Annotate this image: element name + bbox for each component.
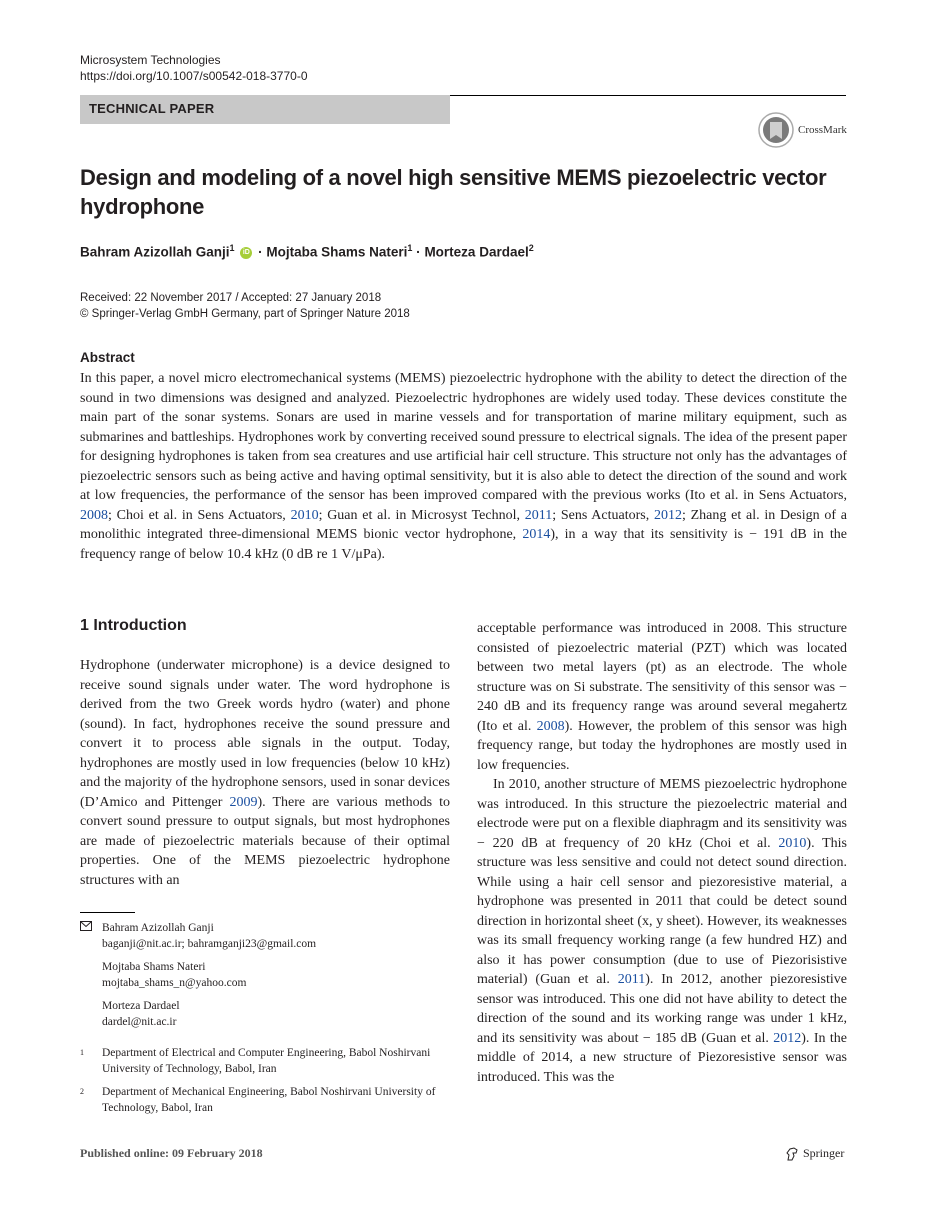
- author-name: Mojtaba Shams Nateri: [102, 961, 206, 973]
- abstract-text: In this paper, a novel micro electromechanical systems (MEMS) piezoelectric hydrophone with the ability to detect the direction of the sound in two dimensions was designed and analyzed. Piezoelectric hydrophones are widely used today. These devices constitute the main part of the sonar systems. Sonars are used in marine vessels and for transportation of marine military equipment, such as submarines and battleships. Hydrophones work by converting received sound pressure to electrical signals. The idea of the present paper for designing hydrophones is taken from sea creatures and use artificial hair cell structure. This structure not only has the advantages of piezoelectric sensors such as being active and having optimal sensitivity, but it is also able to detect the direction of the sound and work at low frequencies, the performance of the sensor has been improved compared with the previous works (Ito et al. in Sens Actuators,: [80, 371, 847, 503]
- affiliation-mark: 1: [80, 1048, 84, 1057]
- author-name: Bahram Azizollah Ganji: [102, 922, 214, 934]
- author-affil: 2: [528, 243, 534, 253]
- citation-link[interactable]: 2010: [778, 835, 807, 851]
- affiliation-mark: 2: [80, 1087, 84, 1096]
- paragraph: [477, 619, 847, 775]
- affiliation-text: Department of Electrical and Computer Engineering, Babol Noshirvani University of Technology, Babol, Iran: [102, 1047, 431, 1075]
- header-rule: [450, 95, 846, 96]
- column-left: [80, 656, 450, 890]
- citation-link[interactable]: 2008: [536, 718, 565, 734]
- crossmark-label: CrossMark: [798, 124, 847, 136]
- author-separator: ·: [416, 244, 421, 260]
- springer-horse-icon: [785, 1147, 799, 1161]
- abstract-text: ; Guan et al. in Microsyst Technol,: [318, 507, 525, 523]
- author-email[interactable]: mojtaba_shams_n@yahoo.com: [102, 977, 247, 989]
- body-text: Hydrophone (underwater microphone) is a device designed to receive sound signals under water. The word hydrophone is derived from the two Greek words hydro (water) and phone (sound). In fact, hydrophones receive the sound pressure and convert it to process able signals in the output. Today, hydrophones are mostly used in low frequencies (below 10 kHz) and the majority of the hydrophone sensors, used in sonar devices (D’Amico and Pittenger: [80, 658, 450, 810]
- crossmark-badge[interactable]: [758, 112, 847, 148]
- citation-link[interactable]: 2011: [524, 507, 553, 523]
- corresponding-author: [80, 920, 450, 952]
- author-list: [80, 243, 534, 260]
- citation-link[interactable]: 2009: [229, 794, 258, 810]
- author-name[interactable]: Mojtaba Shams Nateri: [266, 244, 408, 260]
- received-accepted: Received: 22 November 2017 / Accepted: 27 January 2018: [80, 292, 382, 304]
- crossmark-icon: [758, 112, 794, 148]
- column-right: [477, 619, 847, 1087]
- abstract-text: ; Choi et al. in Sens Actuators,: [108, 507, 291, 523]
- author-email[interactable]: baganji@nit.ac.ir; bahramganji23@gmail.com: [102, 938, 317, 950]
- article-type-label: TECHNICAL PAPER: [89, 101, 215, 116]
- citation-link[interactable]: 2012: [653, 507, 682, 523]
- journal-name: Microsystem Technologies: [80, 53, 221, 67]
- abstract-text: ), in a way that its sensitivity is − 191 dB in the frequency range of below 10.4 kHz (0 dB re 1 V/μPa).: [80, 527, 848, 562]
- doi-link[interactable]: https://doi.org/10.1007/s00542-018-3770-0: [80, 69, 308, 83]
- coauthor-contact: [80, 959, 450, 991]
- abstract-text: ; Zhang et al. in Design of a monolithic integrated three-dimensional MEMS bionic vector hydrophone,: [80, 507, 848, 542]
- section-heading: 1 Introduction: [80, 617, 187, 634]
- footnote-rule: [80, 912, 135, 913]
- abstract-text: ; Sens Actuators,: [552, 507, 654, 523]
- coauthor-contact: [80, 998, 450, 1030]
- publisher-logo: [785, 1146, 844, 1161]
- affiliation: [80, 1045, 450, 1077]
- paragraph: [477, 775, 847, 1087]
- body-text: ). In the middle of 2014, a new structure of Piezoresistive sensor was introduced. This was the: [477, 1030, 847, 1085]
- article-dates: [80, 290, 410, 322]
- body-text: ). There are various methods to convert sound pressure to output signals, but most hydrophones are made of piezoelectric materials because of their optimal properties. One of the MEMS piezoelectric hydrophone structures with an: [80, 794, 451, 888]
- citation-link[interactable]: 2010: [290, 507, 319, 523]
- author-affil: 1: [407, 243, 413, 253]
- orcid-icon[interactable]: iD: [240, 247, 252, 259]
- author-affil: 1: [229, 243, 235, 253]
- copyright: © Springer-Verlag GmbH Germany, part of Springer Nature 2018: [80, 308, 410, 320]
- affiliation-text: Department of Mechanical Engineering, Babol Noshirvani University of Technology, Babol, Iran: [102, 1086, 436, 1114]
- affiliation: [80, 1084, 450, 1116]
- body-text: ). In 2012, another piezoresistive sensor was introduced. This one did not have ability to detect the direction of the sound and its working range was under 1 kHz, and its sensitivity was about − 185 dB (Guan et al.: [477, 972, 848, 1046]
- abstract-body: [80, 369, 847, 564]
- published-date: Published online: 09 February 2018: [80, 1146, 263, 1160]
- author-name: Morteza Dardael: [102, 1000, 180, 1012]
- abstract-heading: Abstract: [80, 350, 135, 365]
- author-name[interactable]: Morteza Dardael: [424, 244, 529, 260]
- citation-link[interactable]: 2014: [522, 527, 551, 542]
- paragraph: [80, 656, 450, 890]
- citation-link[interactable]: 2011: [617, 972, 646, 987]
- envelope-icon: [80, 920, 102, 952]
- body-text: ). However, the problem of this sensor was high frequency range, but today the hydrophones are mostly used in low frequencies.: [477, 718, 847, 773]
- body-text: acceptable performance was introduced in 2008. This structure consisted of piezoelectric material (PZT) which was located between two metal layers (pt) as an electrode. The whole structure was on Si substrate. The sensitivity of this sensor was − 240 dB and its frequency range was around several megahertz (Ito et al.: [477, 621, 847, 734]
- author-separator: ·: [258, 244, 263, 260]
- journal-header: [80, 52, 308, 84]
- publisher-name: Springer: [803, 1146, 845, 1160]
- paper-title: Design and modeling of a novel high sensitive MEMS piezoelectric vector hydrophone: [80, 165, 827, 219]
- citation-link[interactable]: 2008: [80, 507, 108, 523]
- body-text: In 2010, another structure of MEMS piezoelectric hydrophone was introduced. In this structure the piezoelectric material and electrode were put on a flexible diaphragm and its sensitivity was − 220 dB at frequency of 20 kHz (Choi et al.: [477, 777, 847, 851]
- author-email[interactable]: dardel@nit.ac.ir: [102, 1016, 177, 1028]
- body-text: ). This structure was less sensitive and could not detect sound direction. While using a hair cell sensor and piezoresistive material, a hydrophone was presented in 2011 that could be detect sound direction in horizontal sheet (x, y sheet). However, its weaknesses was its small frequency working range (a few hundred HZ) and also it has power consumption (due to use of Piezorisistive material) (Guan et al.: [477, 835, 847, 987]
- author-name[interactable]: Bahram Azizollah Ganji: [80, 244, 230, 260]
- citation-link[interactable]: 2012: [773, 1030, 802, 1046]
